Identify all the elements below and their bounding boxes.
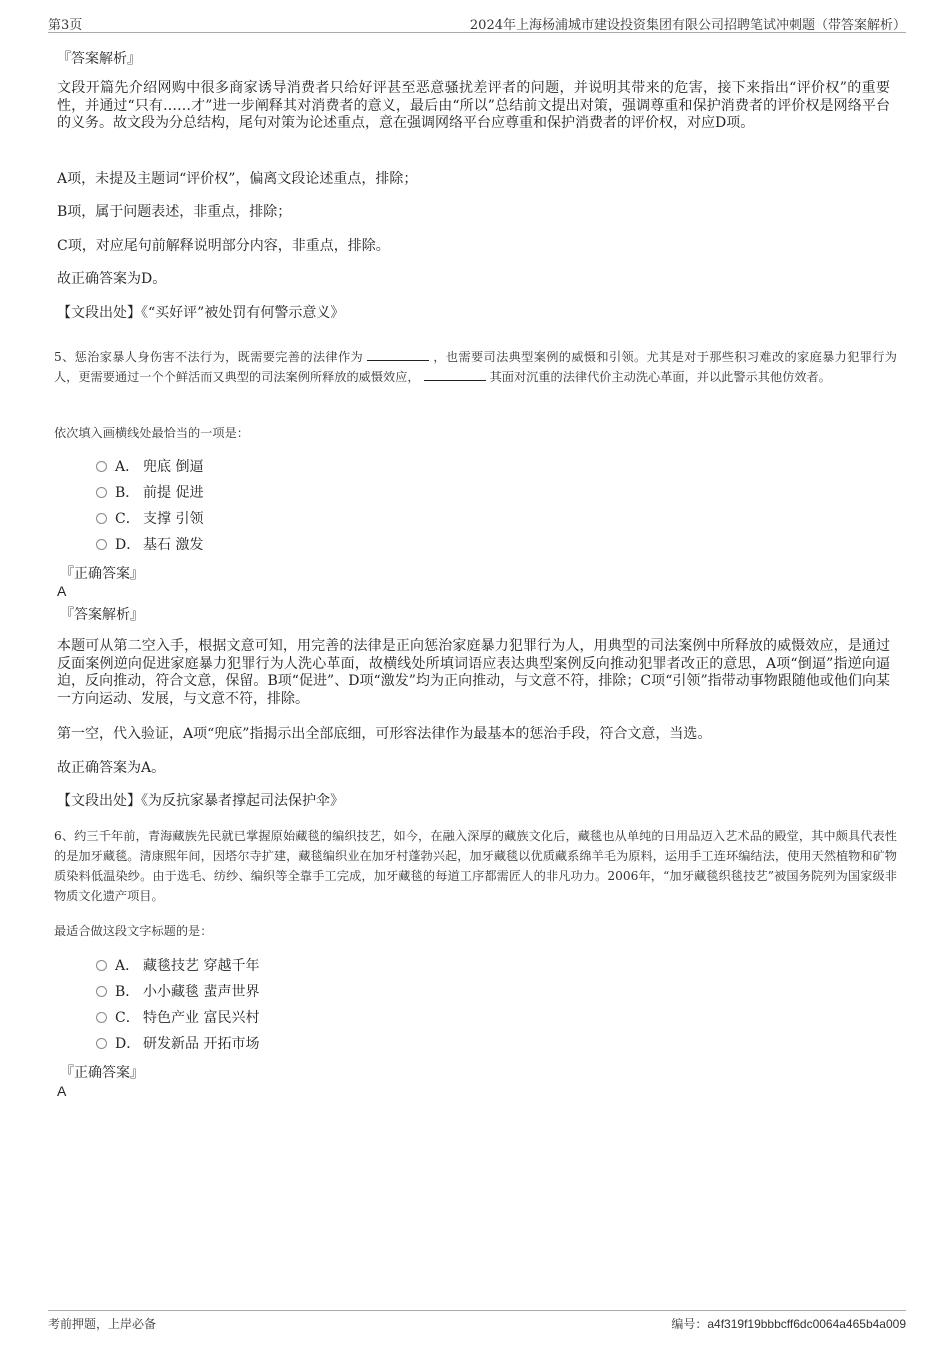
analysis-paragraph: 文段开篇先介绍网购中很多商家诱导消费者只给好评甚至恶意骚扰差评者的问题，并说明其带来的危害，接下来指出“评价权”的重要性，并通过“只有……才”进一步阐释其对消费者的意义，最后由“所以”总结前文提出对策，强调尊重和保护消费者的评价权是网络平台的义务。故文段为分总结构，尾句对策为论述重点，意在强调网络平台应尊重和保护消费者的评价权，对应D项。 (57, 80, 890, 131)
analysis-conclusion: 故正确答案为D。 (57, 271, 167, 287)
radio-icon[interactable] (96, 1038, 107, 1049)
footer-slogan: 考前押题，上岸必备 (48, 1317, 157, 1331)
blank-1 (367, 348, 429, 361)
document-id: 编号：a4f319f19bbbcff6dc0064a465b4a009 (671, 1317, 906, 1331)
option-a[interactable]: A． 藏毯技艺 穿越千年 (96, 956, 259, 976)
question-5-prompt: 依次填入画横线处最恰当的一项是： (54, 426, 249, 440)
page-number: 第3页 (48, 18, 83, 33)
option-c[interactable]: C． 特色产业 富民兴村 (96, 1008, 259, 1028)
option-d[interactable]: D． 基石 激发 (96, 535, 203, 555)
question-6-text: 6、约三千年前，青海藏族先民就已掌握原始藏毯的编织技艺，如今，在融入深厚的藏族文化后，藏毯也从单纯的日用品迈入艺术品的殿堂，其中颇具代表性的是加牙藏毯。清康熙年间，因塔尔寺扩建，藏毯编织业在加牙村蓬勃兴起，加牙藏毯以优质藏系绵羊毛为原料，运用手工连环编结法，使用天然植物和矿物质染料低温染纱。由于选毛、纺纱、编织等全靠手工完成，加牙藏毯的每道工序都需匠人的非凡功力。2006年，“加牙藏毯织毯技艺”被国务院列为国家级非物质文化遗产项目。 (54, 829, 897, 903)
page-header (48, 12, 906, 33)
analysis-paragraph: 本题可从第二空入手，根据文意可知，用完善的法律是正向惩治家庭暴力犯罪行为人，用典型的司法案例中所释放的威慑效应，是通过反面案例逆向促进家庭暴力犯罪行为人洗心革面，故横线处所填词语应表达典型案例反向推动犯罪者改正的意思，A项“倒逼”指逆向逼迫，反向推动，符合文意，保留。B项“促进”、D项“激发”均为正向推动，与文意不符，排除；C项“引领”指带动事物跟随他或他们向某一方向运动、发展，与文意不符，排除。 (57, 638, 890, 707)
radio-icon[interactable] (96, 1012, 107, 1023)
radio-icon[interactable] (96, 539, 107, 550)
radio-icon[interactable] (96, 487, 107, 498)
question-5-text: 5、惩治家暴人身伤害不法行为，既需要完善的法律作为 ，也需要司法典型案例的威慑和引领。尤其是对于那些积习难改的家庭暴力犯罪行为人，更需要通过一个个鲜活而又典型的司法案例所释放的威慑效应， 其面对沉重的法律代价主动洗心革面，并以此警示其他仿效者。 (54, 350, 897, 384)
radio-icon[interactable] (96, 513, 107, 524)
option-a[interactable]: A． 兜底 倒逼 (96, 457, 203, 477)
option-c[interactable]: C． 支撑 引领 (96, 509, 203, 529)
analysis-conclusion: 故正确答案为A。 (57, 760, 166, 776)
analysis-label: 『答案解析』 (57, 51, 141, 67)
correct-answer: A (57, 583, 67, 599)
option-b[interactable]: B． 前提 促进 (96, 483, 203, 503)
radio-icon[interactable] (96, 461, 107, 472)
source-citation: 【文段出处】《为反抗家暴者撑起司法保护伞》 (57, 793, 344, 809)
correct-answer: A (57, 1083, 67, 1099)
option-b[interactable]: B． 小小藏毯 蜚声世界 (96, 982, 259, 1002)
blank-2 (424, 368, 486, 381)
question-6-prompt: 最适合做这段文字标题的是： (54, 924, 213, 938)
analysis-label: 『答案解析』 (60, 607, 144, 623)
source-citation: 【文段出处】《“买好评”被处罚有何警示意义》 (57, 305, 345, 321)
correct-answer-label: 『正确答案』 (60, 1065, 144, 1081)
radio-icon[interactable] (96, 960, 107, 971)
correct-answer-label: 『正确答案』 (60, 566, 144, 582)
analysis-line-c: C项，对应尾句前解释说明部分内容，非重点，排除。 (57, 238, 390, 254)
analysis-paragraph-2: 第一空，代入验证，A项“兜底”指揭示出全部底细，可形容法律作为最基本的惩治手段，符合文意，当选。 (57, 726, 712, 742)
analysis-line-b: B项，属于问题表述，非重点，排除； (57, 204, 292, 220)
analysis-line-a: A项，未提及主题词“评价权”，偏离文段论述重点，排除； (57, 171, 418, 187)
document-title: 2024年上海杨浦城市建设投资集团有限公司招聘笔试冲刺题（带答案解析） (469, 18, 906, 33)
page-footer (48, 1310, 906, 1335)
option-d[interactable]: D． 研发新品 开拓市场 (96, 1034, 259, 1054)
radio-icon[interactable] (96, 986, 107, 997)
